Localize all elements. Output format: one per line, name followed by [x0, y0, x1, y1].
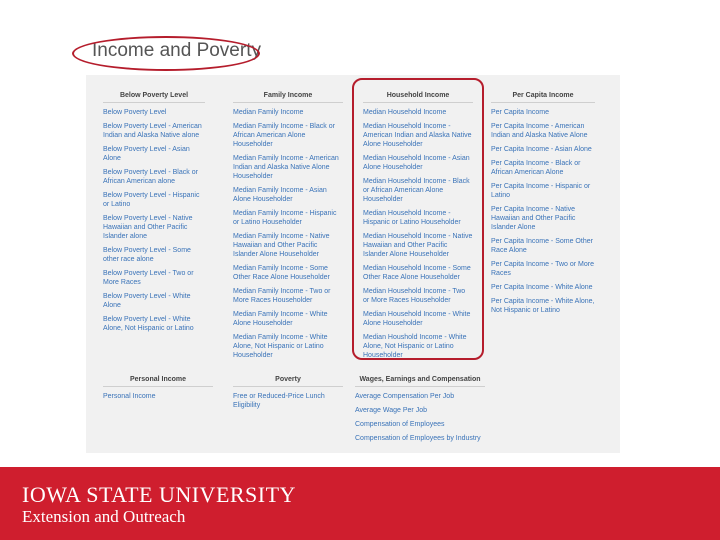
category-link[interactable]: Median Houshold Income - White Alone, Not Hispanic or Latino Householder — [363, 334, 467, 359]
category-link[interactable]: Median Family Income - White Alone Householder — [233, 311, 328, 327]
category-link[interactable]: Median Household Income - American Indian and Alaska Native Alone Householder — [363, 123, 472, 148]
category-link[interactable]: Median Household Income - Some Other Race Alone Householder — [363, 265, 471, 281]
category-link[interactable]: Average Compensation Per Job — [355, 393, 455, 400]
category-link[interactable]: Below Poverty Level - Black or African American alone — [103, 169, 198, 185]
category-link[interactable]: Per Capita Income - Two or More Races — [491, 261, 594, 277]
category-link[interactable]: Below Poverty Level - White Alone — [103, 293, 191, 309]
column-header: Household Income — [363, 91, 473, 103]
category-link[interactable]: Median Household Income — [363, 109, 447, 116]
category-link[interactable]: Free or Reduced-Price Lunch Eligibility — [233, 393, 325, 409]
extension-outreach-text: Extension and Outreach — [22, 507, 186, 526]
category-link[interactable]: Median Family Income - Hispanic or Latino Householder — [233, 210, 337, 226]
category-link[interactable]: Per Capita Income - Hispanic or Latino — [491, 183, 591, 199]
category-link[interactable]: Median Family Income - American Indian and Alaska Native Alone Householder — [233, 155, 339, 180]
category-link[interactable]: Median Family Income - White Alone, Not Hispanic or Latino Householder — [233, 334, 328, 359]
category-link[interactable]: Compensation of Employees by Industry — [355, 435, 481, 442]
column-header: Wages, Earnings and Compensation — [355, 375, 485, 387]
category-link[interactable]: Median Household Income - White Alone Householder — [363, 311, 471, 327]
personal-income-column — [103, 375, 213, 406]
category-link[interactable]: Below Poverty Level - American Indian and Alaska Native alone — [103, 123, 202, 139]
category-link[interactable]: Below Poverty Level - Asian Alone — [103, 146, 190, 162]
category-link[interactable]: Per Capita Income - Black or African American Alone — [491, 160, 581, 176]
category-link[interactable]: Median Household Income - Native Hawaiian and Other Pacific Islander Alone Householder — [363, 233, 473, 258]
slide-title: Income and Poverty — [92, 40, 261, 61]
category-link[interactable]: Compensation of Employees — [355, 421, 445, 428]
category-link[interactable]: Median Family Income - Two or More Races Householder — [233, 288, 331, 304]
below-poverty-column — [103, 91, 205, 338]
category-link[interactable]: Median Household Income - Hispanic or Latino Householder — [363, 210, 461, 226]
title-highlight-ring — [72, 36, 260, 71]
family-income-column — [233, 91, 343, 365]
category-link[interactable]: Per Capita Income - American Indian and Alaska Native Alone — [491, 123, 588, 139]
category-link[interactable]: Per Capita Income — [491, 109, 549, 116]
household-income-highlight-ring — [352, 78, 484, 360]
category-link[interactable]: Median Family Income - Black or African American Alone Householder — [233, 123, 335, 148]
category-link[interactable]: Average Wage Per Job — [355, 407, 427, 414]
category-link[interactable]: Per Capita Income - Native Hawaiian and Other Pacific Islander Alone — [491, 206, 576, 231]
category-link[interactable]: Median Family Income - Asian Alone Householder — [233, 187, 327, 203]
per-capita-income-column — [491, 91, 595, 320]
category-link[interactable]: Below Poverty Level - White Alone, Not Hispanic or Latino — [103, 316, 194, 332]
category-link[interactable]: Median Household Income - Two or More Races Householder — [363, 288, 466, 304]
column-header: Per Capita Income — [491, 91, 595, 103]
category-link[interactable]: Below Poverty Level - Native Hawaiian and Other Pacific Islander alone — [103, 215, 193, 240]
category-link[interactable]: Personal Income — [103, 393, 156, 400]
category-link[interactable]: Per Capita Income - Some Other Race Alone — [491, 238, 593, 254]
category-link[interactable]: Below Poverty Level — [103, 109, 167, 116]
category-link[interactable]: Per Capita Income - White Alone — [491, 284, 593, 291]
university-logo-text: IOWA STATE UNIVERSITY — [22, 482, 296, 507]
category-link[interactable]: Below Poverty Level - Hispanic or Latino — [103, 192, 200, 208]
column-header: Below Poverty Level — [103, 91, 205, 103]
category-link[interactable]: Median Household Income - Asian Alone Householder — [363, 155, 470, 171]
category-link[interactable]: Below Poverty Level - Two or More Races — [103, 270, 194, 286]
column-header: Personal Income — [103, 375, 213, 387]
category-link[interactable]: Median Family Income - Some Other Race Alone Householder — [233, 265, 330, 281]
column-header: Poverty — [233, 375, 343, 387]
poverty-column — [233, 375, 343, 415]
category-link[interactable]: Median Family Income — [233, 109, 304, 116]
category-link[interactable]: Median Family Income - Native Hawaiian and Other Pacific Islander Alone Householder — [233, 233, 330, 258]
wages-column — [355, 375, 485, 448]
category-link[interactable]: Per Capita Income - Asian Alone — [491, 146, 592, 153]
category-link[interactable]: Per Capita Income - White Alone, Not Hispanic or Latino — [491, 298, 595, 314]
column-header: Family Income — [233, 91, 343, 103]
category-link[interactable]: Below Poverty Level - Some other race alone — [103, 247, 191, 263]
category-link[interactable]: Median Household Income - Black or African American Alone Householder — [363, 178, 470, 203]
